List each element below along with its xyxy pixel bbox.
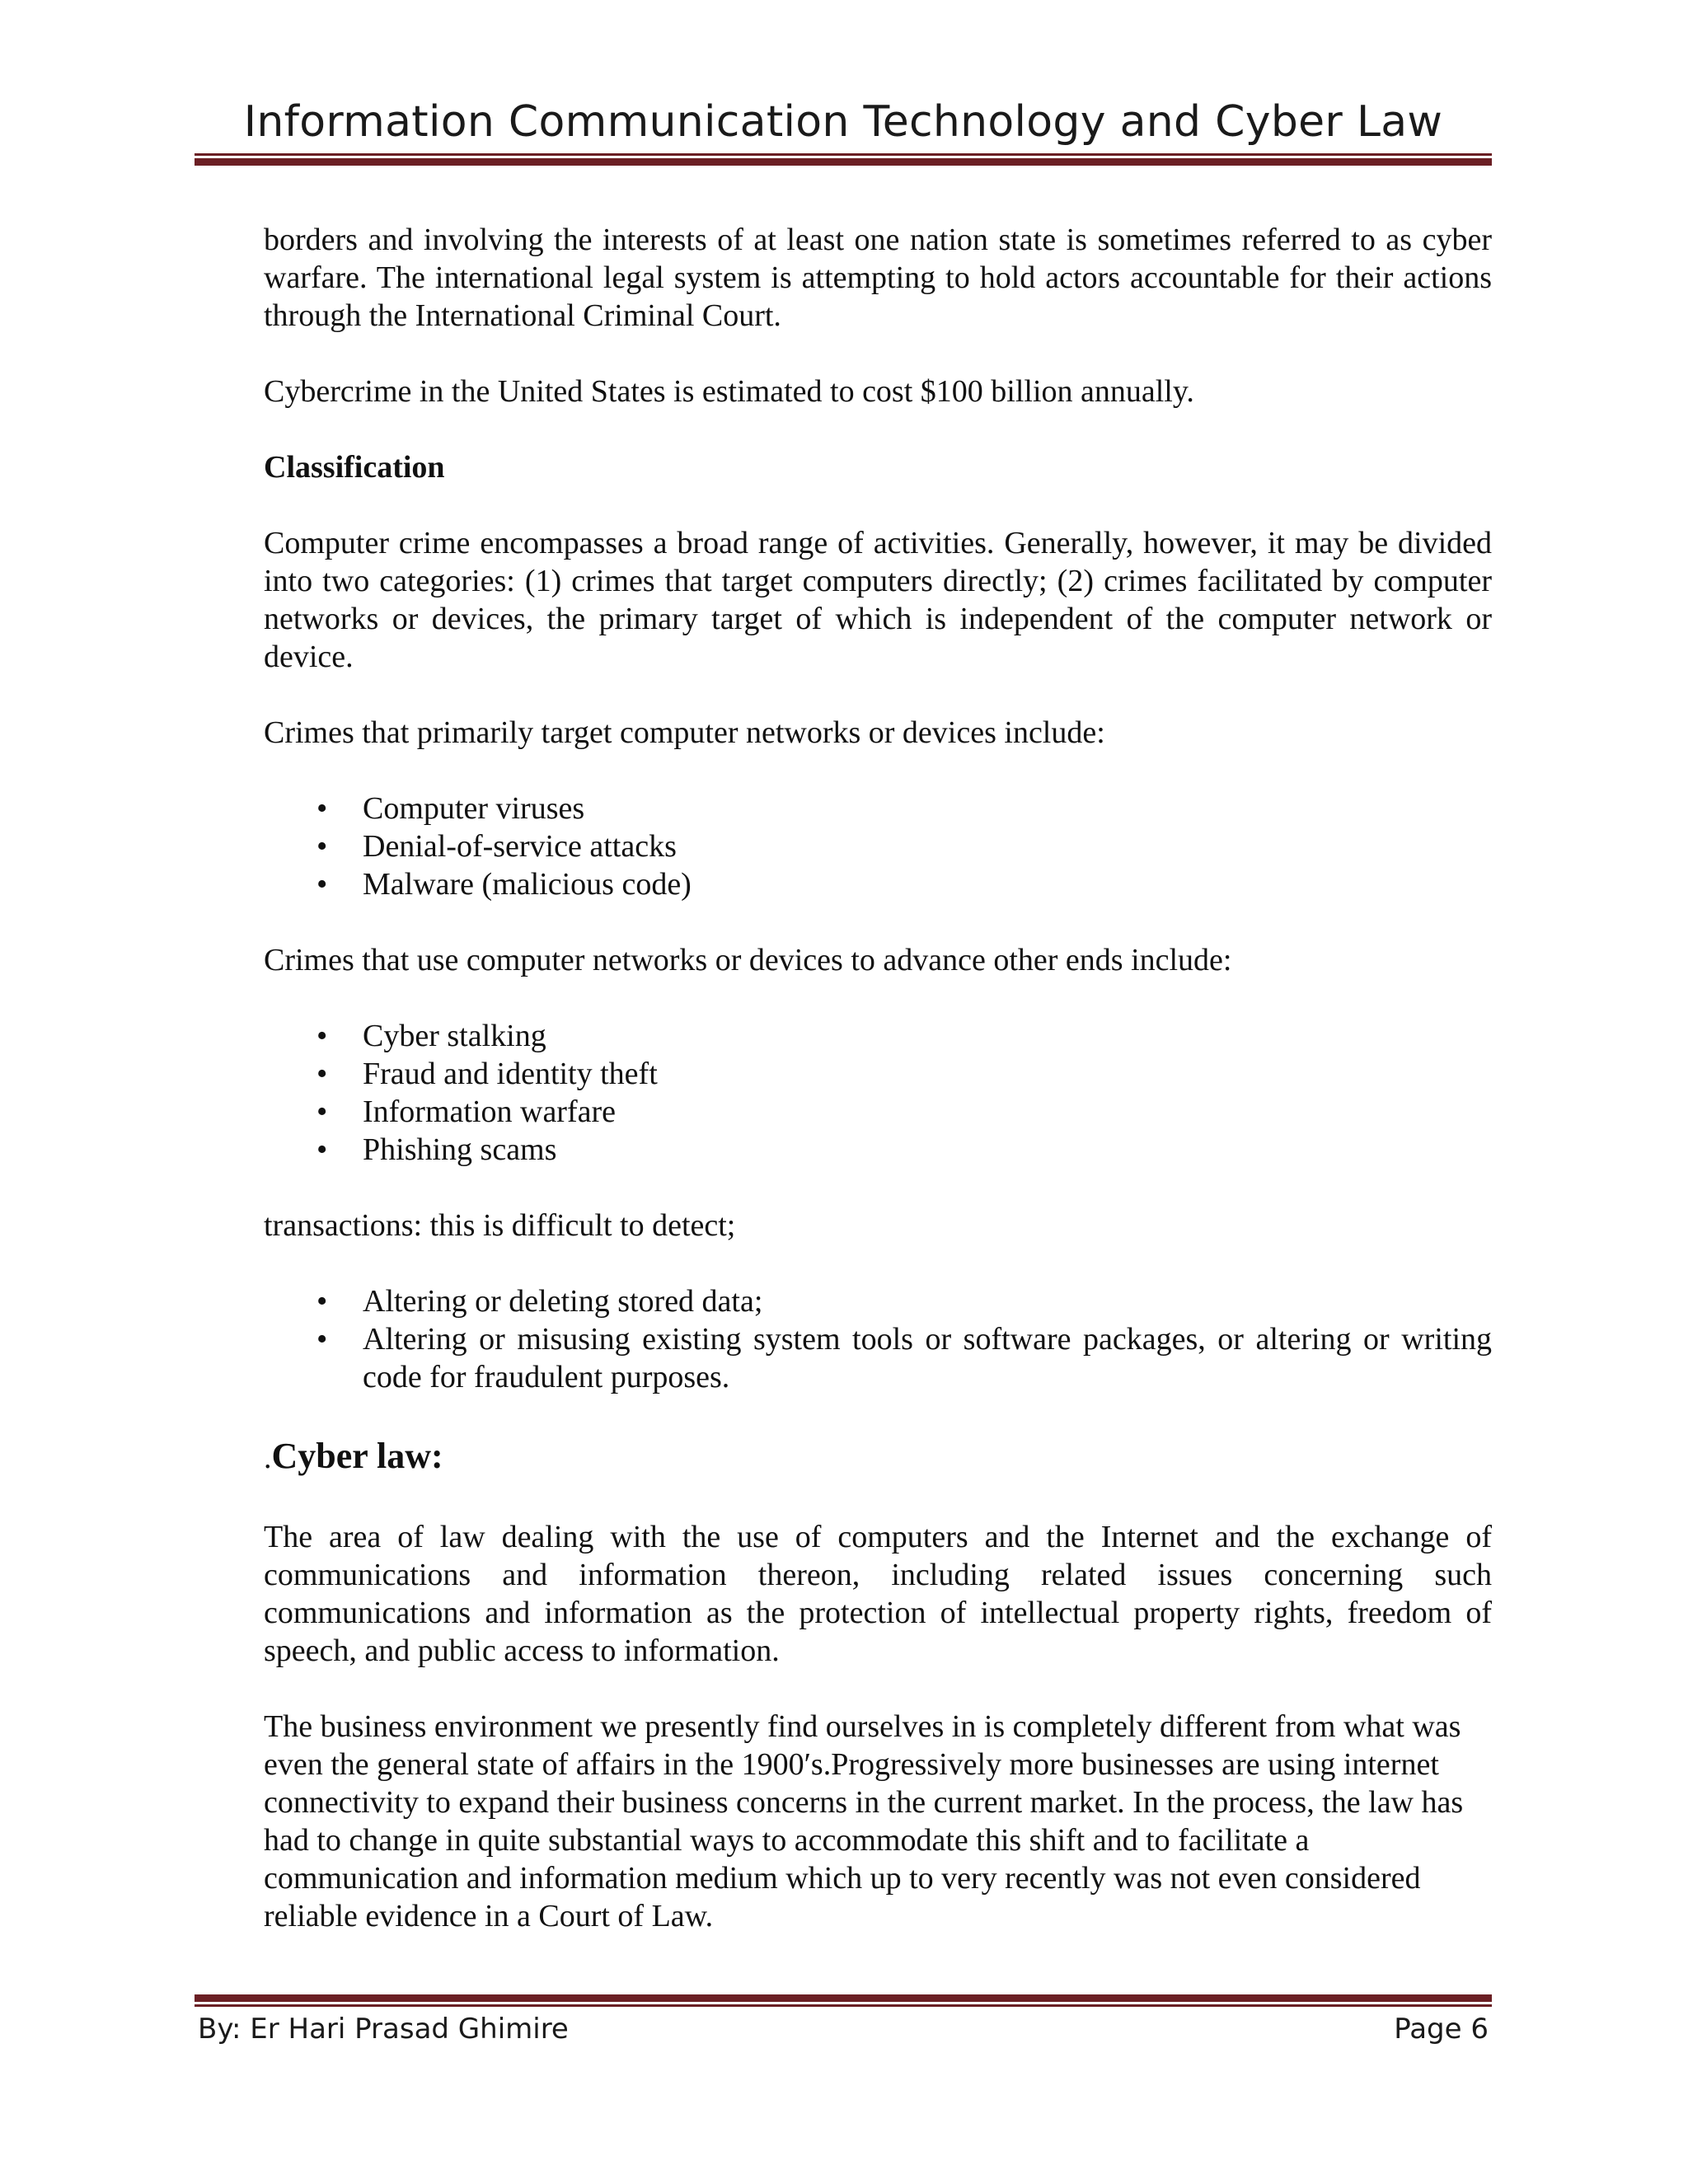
bullet-icon: • — [316, 1132, 328, 1167]
paragraph-computer-crime: Computer crime encompasses a broad range of activities. Generally, however, it may be divided into two categories: (1) crimes that target computers directly; (2) crimes facilitated by computer networks or devices, the primary target of which is independent of the computer network or device. — [264, 526, 1492, 674]
paragraph-other-ends-intro: Crimes that use computer networks or devices to advance other ends include: — [264, 943, 1232, 977]
paragraph-transactions: transactions: this is difficult to detect; — [264, 1208, 736, 1243]
classification-heading: Classification — [264, 450, 445, 485]
bullet-icon: • — [316, 829, 328, 864]
footer-rule — [195, 1994, 1492, 2007]
cyber-law-heading: .Cyber law: — [264, 1436, 443, 1476]
paragraph-business-environment: The business environment we presently find ourselves in is completely different from what was even the general state of affairs in the 1900′s.Progressively more businesses are using internet connectivity to expand their business concerns in the current market. In the process, the law has had to change in quite substantial ways to accommodate this shift and to facilitate a communication and information medium which up to very recently was not even considered reliable evidence in a Court of Law. — [264, 1709, 1464, 1933]
paragraph-target-intro: Crimes that primarily target computer networks or devices include: — [264, 715, 1105, 750]
list-item: • Denial-of-service attacks — [316, 829, 677, 864]
list-altering — [264, 1282, 1492, 1396]
bullet-icon: • — [316, 1322, 328, 1357]
bullet-icon: • — [316, 1057, 328, 1091]
bullet-icon: • — [316, 1094, 328, 1129]
paragraph-cyber-warfare: borders and involving the interests of at least one nation state is sometimes referred to as cyber warfare. The international legal system is attempting to hold actors accountable for their actions through the International Criminal Court. — [264, 223, 1492, 333]
list-item: • Computer viruses — [316, 791, 585, 826]
list-item: • Malware (malicious code) — [316, 867, 692, 902]
list-item: • Phishing scams — [316, 1132, 557, 1167]
header-rule — [195, 153, 1492, 166]
document-body — [264, 221, 1492, 1973]
list-target-crimes — [264, 790, 1492, 903]
list-item: • Altering or misusing existing system tools or software packages, or altering or writing code for fraudulent purposes. — [316, 1322, 1492, 1394]
footer-author: By: Er Hari Prasad Ghimire — [198, 2013, 569, 2046]
bullet-icon: • — [316, 1019, 328, 1053]
bullet-icon: • — [316, 867, 328, 902]
list-item: • Fraud and identity theft — [316, 1057, 658, 1091]
list-item: • Altering or deleting stored data; — [316, 1284, 763, 1319]
bullet-icon: • — [316, 1284, 328, 1319]
page-header-title: Information Communication Technology and Cyber Law — [243, 97, 1443, 147]
list-item: • Cyber stalking — [316, 1019, 546, 1053]
list-item: • Information warfare — [316, 1094, 617, 1129]
bullet-icon: • — [316, 791, 328, 826]
paragraph-cost: Cybercrime in the United States is estimated to cost $100 billion annually. — [264, 374, 1194, 409]
footer-page-number: Page 6 — [1394, 2013, 1489, 2046]
list-other-crimes — [264, 1017, 1492, 1169]
paragraph-cyber-law-definition: The area of law dealing with the use of computers and the Internet and the exchange of communications and information thereon, including related issues concerning such communications and information as the protection of intellectual property rights, freedom of speech, and public access to information. — [264, 1520, 1492, 1668]
